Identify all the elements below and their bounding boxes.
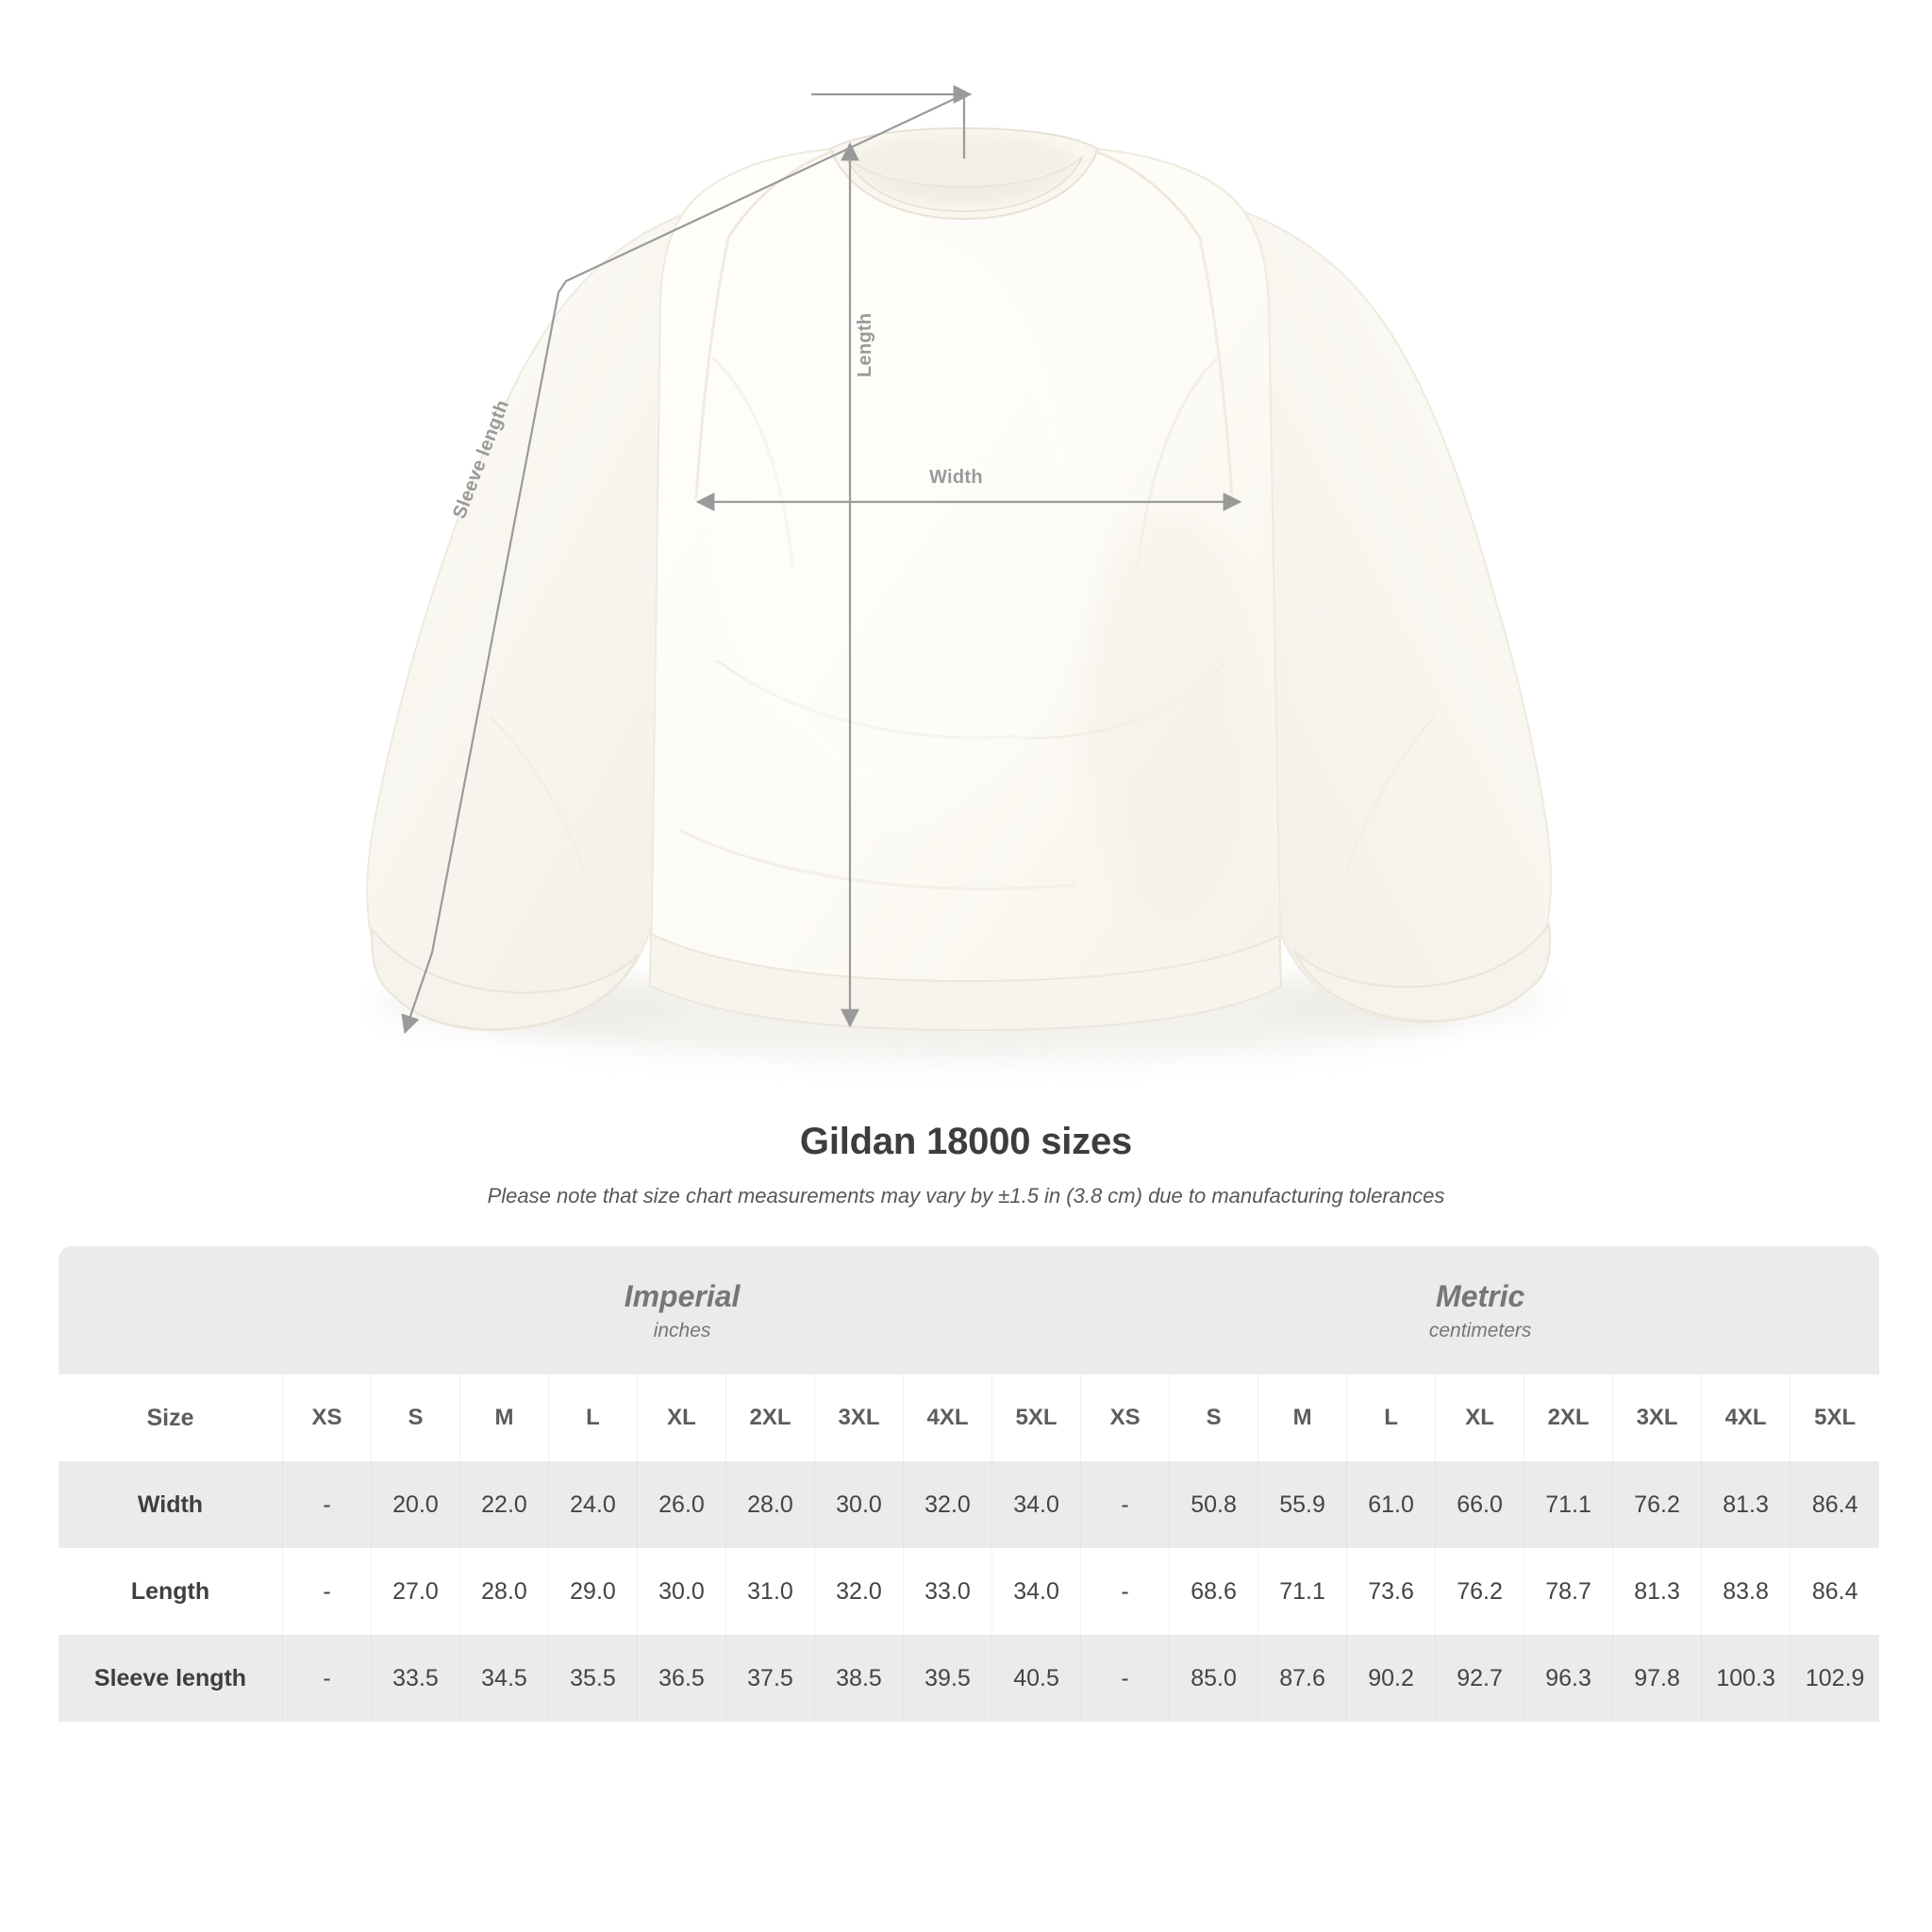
size-header-imperial-s: S [372, 1374, 460, 1461]
cell-width-metric-m: 55.9 [1258, 1461, 1347, 1548]
cell-width-metric-5xl: 86.4 [1790, 1461, 1879, 1548]
table-row [58, 1635, 1879, 1722]
size-table [58, 1246, 1879, 1722]
cell-sleeve-imperial-5xl: 40.5 [992, 1635, 1081, 1722]
cell-width-metric-s: 50.8 [1170, 1461, 1258, 1548]
cell-length-imperial-2xl: 31.0 [726, 1548, 815, 1635]
size-header-metric-3xl: 3XL [1613, 1374, 1702, 1461]
cell-width-imperial-xl: 26.0 [638, 1461, 726, 1548]
size-header-imperial-m: M [460, 1374, 549, 1461]
page-title: Gildan 18000 sizes [799, 1121, 1133, 1162]
cell-sleeve-metric-2xl: 96.3 [1524, 1635, 1613, 1722]
cell-sleeve-metric-l: 90.2 [1347, 1635, 1436, 1722]
unit-header-metric-sub: centimeters [1428, 1319, 1532, 1341]
cell-sleeve-metric-5xl: 102.9 [1790, 1635, 1879, 1722]
tolerance-note: Please note that size chart measurements may vary by ±1.5 in (3.8 cm) due to manufacturing tolerances [487, 1184, 1445, 1208]
unit-header-metric-name: Metric [1436, 1278, 1525, 1313]
cell-length-metric-s: 68.6 [1170, 1548, 1258, 1635]
cell-width-metric-xl: 66.0 [1436, 1461, 1524, 1548]
cell-width-imperial-2xl: 28.0 [726, 1461, 815, 1548]
size-header-imperial-xs: XS [283, 1374, 372, 1461]
cell-sleeve-metric-m: 87.6 [1258, 1635, 1347, 1722]
cell-length-imperial-5xl: 34.0 [992, 1548, 1081, 1635]
cell-length-metric-m: 71.1 [1258, 1548, 1347, 1635]
size-header-imperial-l: L [549, 1374, 638, 1461]
cell-sleeve-metric-xs: - [1081, 1635, 1170, 1722]
cell-sleeve-imperial-m: 34.5 [460, 1635, 549, 1722]
size-header-metric-5xl: 5XL [1790, 1374, 1879, 1461]
size-header-metric-2xl: 2XL [1524, 1374, 1613, 1461]
cell-width-imperial-m: 22.0 [460, 1461, 549, 1548]
unit-group-header-row [58, 1246, 1879, 1374]
cell-length-metric-l: 73.6 [1347, 1548, 1436, 1635]
sleeve-length-measure-label: Sleeve length [449, 396, 514, 522]
cell-sleeve-metric-s: 85.0 [1170, 1635, 1258, 1722]
unit-header-imperial-sub: inches [653, 1319, 711, 1341]
cell-sleeve-metric-3xl: 97.8 [1613, 1635, 1702, 1722]
cell-sleeve-imperial-4xl: 39.5 [904, 1635, 992, 1722]
cell-length-metric-xs: - [1081, 1548, 1170, 1635]
table-row [58, 1548, 1879, 1635]
cell-length-metric-3xl: 81.3 [1613, 1548, 1702, 1635]
unit-header-metric [1081, 1246, 1879, 1374]
cell-sleeve-imperial-xl: 36.5 [638, 1635, 726, 1722]
size-header-metric-s: S [1170, 1374, 1258, 1461]
cell-length-metric-4xl: 83.8 [1702, 1548, 1790, 1635]
cell-length-imperial-m: 28.0 [460, 1548, 549, 1635]
size-header-metric-xl: XL [1436, 1374, 1524, 1461]
cell-length-imperial-4xl: 33.0 [904, 1548, 992, 1635]
size-header-imperial-xl: XL [638, 1374, 726, 1461]
row-label-width: Width [58, 1461, 283, 1548]
cell-width-imperial-l: 24.0 [549, 1461, 638, 1548]
cell-length-imperial-xs: - [283, 1548, 372, 1635]
table-row [58, 1461, 1879, 1548]
cell-length-metric-2xl: 78.7 [1524, 1548, 1613, 1635]
unit-header-spacer [58, 1246, 283, 1374]
unit-header-imperial-name: Imperial [624, 1278, 741, 1313]
cell-length-imperial-l: 29.0 [549, 1548, 638, 1635]
size-header-row [58, 1374, 1879, 1461]
cell-width-imperial-xs: - [283, 1461, 372, 1548]
cell-sleeve-imperial-2xl: 37.5 [726, 1635, 815, 1722]
size-header-imperial-3xl: 3XL [815, 1374, 904, 1461]
size-header-metric-m: M [1258, 1374, 1347, 1461]
row-label-sleeve-length: Sleeve length [58, 1635, 283, 1722]
cell-sleeve-metric-4xl: 100.3 [1702, 1635, 1790, 1722]
size-header-imperial-5xl: 5XL [992, 1374, 1081, 1461]
cell-width-imperial-s: 20.0 [372, 1461, 460, 1548]
cell-width-metric-xs: - [1081, 1461, 1170, 1548]
width-measure-label: Width [929, 467, 983, 488]
cell-width-imperial-4xl: 32.0 [904, 1461, 992, 1548]
cell-sleeve-imperial-3xl: 38.5 [815, 1635, 904, 1722]
title-block [0, 1121, 1932, 1208]
size-header-label: Size [58, 1374, 283, 1461]
row-label-length: Length [58, 1548, 283, 1635]
cell-width-metric-2xl: 71.1 [1524, 1461, 1613, 1548]
cell-width-metric-l: 61.0 [1347, 1461, 1436, 1548]
cell-length-imperial-3xl: 32.0 [815, 1548, 904, 1635]
length-measure-label: Length [855, 312, 875, 377]
size-header-imperial-2xl: 2XL [726, 1374, 815, 1461]
size-header-metric-l: L [1347, 1374, 1436, 1461]
size-table-wrap [58, 1246, 1874, 1722]
cell-width-metric-4xl: 81.3 [1702, 1461, 1790, 1548]
size-header-metric-xs: XS [1081, 1374, 1170, 1461]
cell-sleeve-imperial-s: 33.5 [372, 1635, 460, 1722]
cell-length-imperial-xl: 30.0 [638, 1548, 726, 1635]
size-header-imperial-4xl: 4XL [904, 1374, 992, 1461]
cell-width-imperial-3xl: 30.0 [815, 1461, 904, 1548]
cell-length-metric-5xl: 86.4 [1790, 1548, 1879, 1635]
cell-sleeve-metric-xl: 92.7 [1436, 1635, 1524, 1722]
unit-header-imperial [283, 1246, 1081, 1374]
cell-sleeve-imperial-xs: - [283, 1635, 372, 1722]
size-header-metric-4xl: 4XL [1702, 1374, 1790, 1461]
cell-width-metric-3xl: 76.2 [1613, 1461, 1702, 1548]
cell-length-metric-xl: 76.2 [1436, 1548, 1524, 1635]
cell-sleeve-imperial-l: 35.5 [549, 1635, 638, 1722]
cell-length-imperial-s: 27.0 [372, 1548, 460, 1635]
cell-width-imperial-5xl: 34.0 [992, 1461, 1081, 1548]
